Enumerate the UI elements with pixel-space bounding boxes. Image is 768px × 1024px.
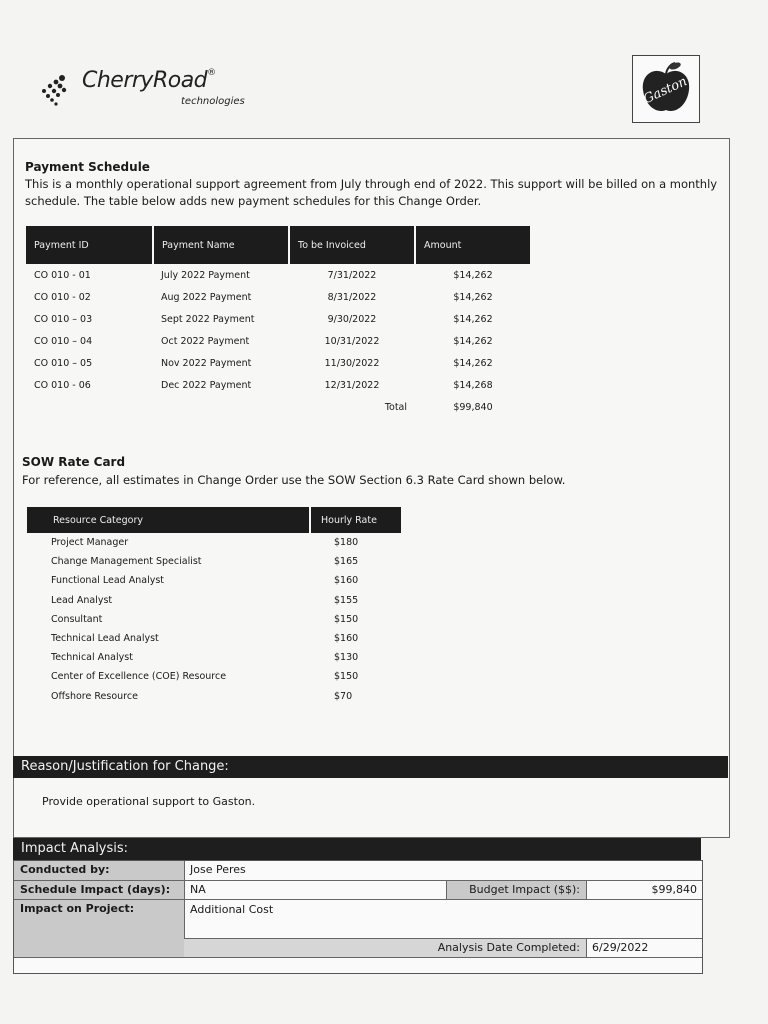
logo-reg-mark: ® (207, 68, 216, 78)
rate-card-table (27, 507, 403, 706)
table-row (27, 648, 402, 667)
resource-category: Center of Excellence (COE) Resource (51, 671, 227, 683)
amount: $14,262 (453, 269, 493, 281)
table-row (27, 552, 402, 571)
budget-impact-label: Budget Impact ($$): (447, 881, 586, 899)
invoice-date: 10/31/2022 (324, 335, 380, 347)
cherryroad-mark-icon (36, 70, 76, 110)
table-row (27, 687, 402, 706)
resource-category: Consultant (51, 613, 103, 625)
conducted-by-value: Jose Peres (190, 863, 246, 876)
hourly-rate: $165 (334, 556, 359, 568)
table-row (27, 629, 402, 648)
schedule-impact-value: NA (190, 883, 206, 896)
resource-category: Change Management Specialist (51, 556, 202, 568)
resource-category: Technical Analyst (51, 652, 133, 664)
column-header: Payment Name (153, 226, 289, 264)
payment-name: July 2022 Payment (161, 269, 250, 281)
payment-name: Oct 2022 Payment (161, 335, 250, 347)
hourly-rate: $150 (334, 613, 359, 625)
table-row (27, 533, 402, 552)
payment-id: CO 010 – 04 (34, 335, 93, 347)
budget-impact-value: $99,840 (651, 883, 697, 896)
hourly-rate: $130 (334, 652, 359, 664)
payment-name: Aug 2022 Payment (161, 291, 252, 303)
impact-table (13, 860, 703, 974)
hourly-rate: $155 (334, 594, 359, 606)
hourly-rate: $180 (334, 537, 359, 549)
hourly-rate: $160 (334, 575, 359, 587)
payment-id: CO 010 – 05 (34, 357, 93, 369)
invoice-date: 12/31/2022 (324, 379, 380, 391)
total-value: $99,840 (453, 401, 493, 413)
table-row (26, 374, 531, 396)
gaston-apple-icon (633, 56, 699, 122)
table-row (27, 571, 402, 590)
amount: $14,262 (453, 335, 493, 347)
impact-heading: Impact Analysis: (21, 841, 129, 856)
column-header: Resource Category (27, 507, 310, 533)
amount: $14,262 (453, 357, 493, 369)
total-row (26, 396, 531, 418)
impact-on-project-label: Impact on Project: (14, 900, 184, 957)
resource-category: Offshore Resource (51, 690, 138, 702)
resource-category: Technical Lead Analyst (51, 633, 159, 645)
impact-on-project-value: Additional Cost (190, 903, 274, 916)
invoice-date: 7/31/2022 (327, 269, 377, 281)
payment-id: CO 010 - 01 (34, 269, 91, 281)
logo-name: CherryRoad (82, 68, 208, 93)
payment-id: CO 010 - 02 (34, 291, 91, 303)
amount: $14,262 (453, 291, 493, 303)
amount: $14,268 (453, 379, 493, 391)
invoice-date: 9/30/2022 (327, 313, 377, 325)
total-label: Total (384, 401, 407, 413)
reason-text: Provide operational support to Gaston. (42, 795, 256, 808)
invoice-date: 8/31/2022 (327, 291, 377, 303)
gaston-badge (632, 55, 700, 123)
table-row (26, 308, 531, 330)
impact-heading-bar (13, 838, 701, 860)
payment-id: CO 010 - 06 (34, 379, 91, 391)
amount: $14,262 (453, 313, 493, 325)
rate-card-heading: SOW Rate Card (22, 455, 126, 469)
table-header-row (26, 226, 531, 264)
cherryroad-logo (36, 66, 245, 116)
analysis-date-label: Analysis Date Completed: (184, 939, 586, 957)
table-row (26, 352, 531, 374)
payment-schedule-intro: This is a monthly operational support agreement from July through end of 2022. This support will be billed on a monthly schedule. The table below adds new payment schedules for this Change Order. (25, 177, 718, 208)
payment-schedule-heading: Payment Schedule (25, 160, 150, 174)
payment-name: Sept 2022 Payment (161, 313, 255, 325)
hourly-rate: $150 (334, 671, 359, 683)
conducted-by-label: Conducted by: (14, 861, 184, 880)
reason-heading-bar (13, 756, 728, 778)
schedule-impact-label: Schedule Impact (days): (14, 881, 184, 899)
payment-schedule-table (26, 226, 532, 418)
table-row (26, 286, 531, 308)
logo-subtitle: technologies (181, 96, 245, 107)
reason-heading: Reason/Justification for Change: (21, 759, 229, 774)
payment-id: CO 010 – 03 (34, 313, 93, 325)
resource-category: Lead Analyst (51, 594, 113, 606)
hourly-rate: $160 (334, 633, 359, 645)
analysis-date-value: 6/29/2022 (592, 941, 649, 954)
column-header: Amount (415, 226, 531, 264)
column-header: Hourly Rate (310, 507, 402, 533)
column-header: To be Invoiced (289, 226, 415, 264)
invoice-date: 11/30/2022 (324, 357, 380, 369)
resource-category: Project Manager (51, 537, 129, 549)
table-row (27, 667, 402, 686)
table-row (26, 330, 531, 352)
payment-name: Dec 2022 Payment (161, 379, 252, 391)
payment-name: Nov 2022 Payment (161, 357, 252, 369)
resource-category: Functional Lead Analyst (51, 575, 165, 587)
column-header: Payment ID (26, 226, 153, 264)
table-row (27, 591, 402, 610)
table-row (27, 610, 402, 629)
table-header-row (27, 507, 402, 533)
gaston-badge-text: Gaston (641, 74, 690, 108)
table-row (26, 264, 531, 286)
hourly-rate: $70 (334, 690, 353, 702)
rate-card-intro: For reference, all estimates in Change Order use the SOW Section 6.3 Rate Card shown below. (22, 473, 566, 487)
